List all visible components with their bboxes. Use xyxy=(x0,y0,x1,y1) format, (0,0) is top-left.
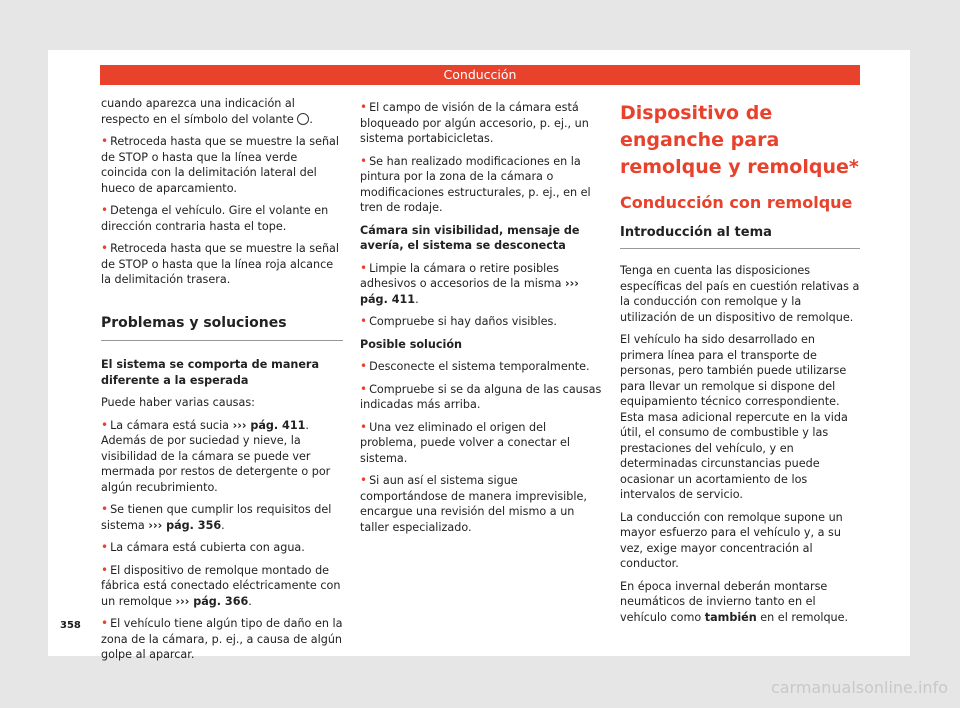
list-item: • Se tienen que cumplir los requisitos del sistema ››› pág. 356. xyxy=(101,502,332,532)
section-heading: Problemas y soluciones xyxy=(101,316,343,342)
subheading: El sistema se comporta de manera diferente a la esperada xyxy=(101,358,319,387)
page-number: 358 xyxy=(60,620,81,631)
list-item: • La cámara está sucia ››› pág. 411. Además de por suciedad y nieve, la visibilidad de la cámara se puede ver mermada por restos de detergente o por algún recubrimiento. xyxy=(101,417,331,494)
paragraph: La conducción con remolque supone un mayor esfuerzo para el vehículo y, a su vez, exige mayor concentración al conductor. xyxy=(620,510,843,570)
page-reference-link[interactable]: ››› pág. 411 xyxy=(232,418,306,432)
bullet-icon: • xyxy=(360,153,368,168)
list-item: • Desconecte el sistema temporalmente. xyxy=(360,359,590,373)
bullet-icon: • xyxy=(360,473,368,487)
page-reference-link[interactable]: ››› pág. 411 xyxy=(360,277,579,306)
bullet-icon: • xyxy=(101,540,109,554)
list-item: • Compruebe si hay daños visibles. xyxy=(360,314,557,328)
list-item: • Detenga el vehículo. Gire el volante en dirección contraria hasta el tope. xyxy=(101,203,329,233)
column-1 xyxy=(101,96,343,670)
bullet-icon: • xyxy=(101,134,109,148)
section-title: Conducción con remolque xyxy=(620,193,853,212)
bullet-icon: • xyxy=(101,417,109,432)
subheading: Cámara sin visibilidad, mensaje de avería, el sistema se desconecta xyxy=(360,223,580,252)
list-item: • El dispositivo de remolque montado de fábrica está conectado eléctricamente con un remolque ››› pág. 366. xyxy=(101,562,341,608)
list-item: • Compruebe si se da alguna de las causas indicadas más arriba. xyxy=(360,381,602,411)
bullet-icon: • xyxy=(360,381,368,396)
list-item: • El vehículo tiene algún tipo de daño en la zona de la cámara, p. ej., a causa de algún golpe al aparcar. xyxy=(101,616,343,661)
paragraph: Tenga en cuenta las disposiciones específicas del país en cuestión relativas a la conducción con remolque y la utilización de un dispositivo de remolque. xyxy=(620,264,860,324)
list-item: • La cámara está cubierta con agua. xyxy=(101,540,305,554)
list-item: • Retroceda hasta que se muestre la señal de STOP o hasta que la línea roja alcance la delimitación trasera. xyxy=(101,241,340,286)
page-reference-link[interactable]: ››› pág. 356 xyxy=(148,518,222,532)
list-item: • El campo de visión de la cámara está bloqueado por algún accesorio, p. ej., un sistema portabicicletas. xyxy=(360,100,589,145)
column-3 xyxy=(620,100,860,632)
list-item: • Limpie la cámara o retire posibles adhesivos o accesorios de la misma ››› pág. 411. xyxy=(360,260,579,306)
list-item: • Se han realizado modificaciones en la pintura por la zona de la cámara o modificaciones estructurales, p. ej., en el tren de rodaje. xyxy=(360,153,591,214)
bullet-icon: • xyxy=(101,203,109,217)
bullet-icon: • xyxy=(101,616,109,630)
watermark: carmanualsonline.info xyxy=(770,678,948,697)
bullet-icon: • xyxy=(360,100,368,114)
paragraph: En época invernal deberán montarse neumáticos de invierno tanto en el vehículo como también en el remolque. xyxy=(620,579,849,624)
bullet-icon: • xyxy=(360,260,368,275)
list-item: • Retroceda hasta que se muestre la señal de STOP o hasta que la línea verde coincida con la delimitación lateral del hueco de aparcamiento. xyxy=(101,134,340,195)
chapter-title: Dispositivo de enganche para remolque y remolque* xyxy=(620,102,859,178)
subheading: Posible solución xyxy=(360,337,462,351)
chapter-header: Conducción xyxy=(100,65,860,85)
page-reference-link[interactable]: ››› pág. 366 xyxy=(175,594,249,608)
bullet-icon: • xyxy=(360,359,368,373)
list-item: • Si aun así el sistema sigue comportándose de manera imprevisible, encargue una revisión del mismo a un taller especializado. xyxy=(360,473,587,534)
list-item: • Una vez eliminado el origen del problema, puede volver a conectar el sistema. xyxy=(360,419,571,465)
steering-wheel-icon xyxy=(297,113,309,125)
paragraph: El vehículo ha sido desarrollado en primera línea para el transporte de personas, pero también puede utilizarse para llevar un remolque si dispone del equipamiento técnico correspondiente. Esta masa adicional repercute en la vida útil, el consumo de combustible y las prestaciones del vehículo, y en determinadas circunstancias puede ocasionar un acortamiento de los intervalos de servicio. xyxy=(620,333,848,501)
bullet-icon: • xyxy=(101,562,109,577)
paragraph: Puede haber varias causas: xyxy=(101,396,255,409)
bullet-icon: • xyxy=(360,314,368,328)
paragraph: cuando aparezca una indicación al respecto en el símbolo del volante . xyxy=(101,97,313,126)
bullet-icon: • xyxy=(101,502,109,516)
bullet-icon: • xyxy=(101,241,109,255)
topic-heading: Introducción al tema xyxy=(620,225,860,250)
column-2 xyxy=(360,100,602,542)
bullet-icon: • xyxy=(360,419,368,434)
